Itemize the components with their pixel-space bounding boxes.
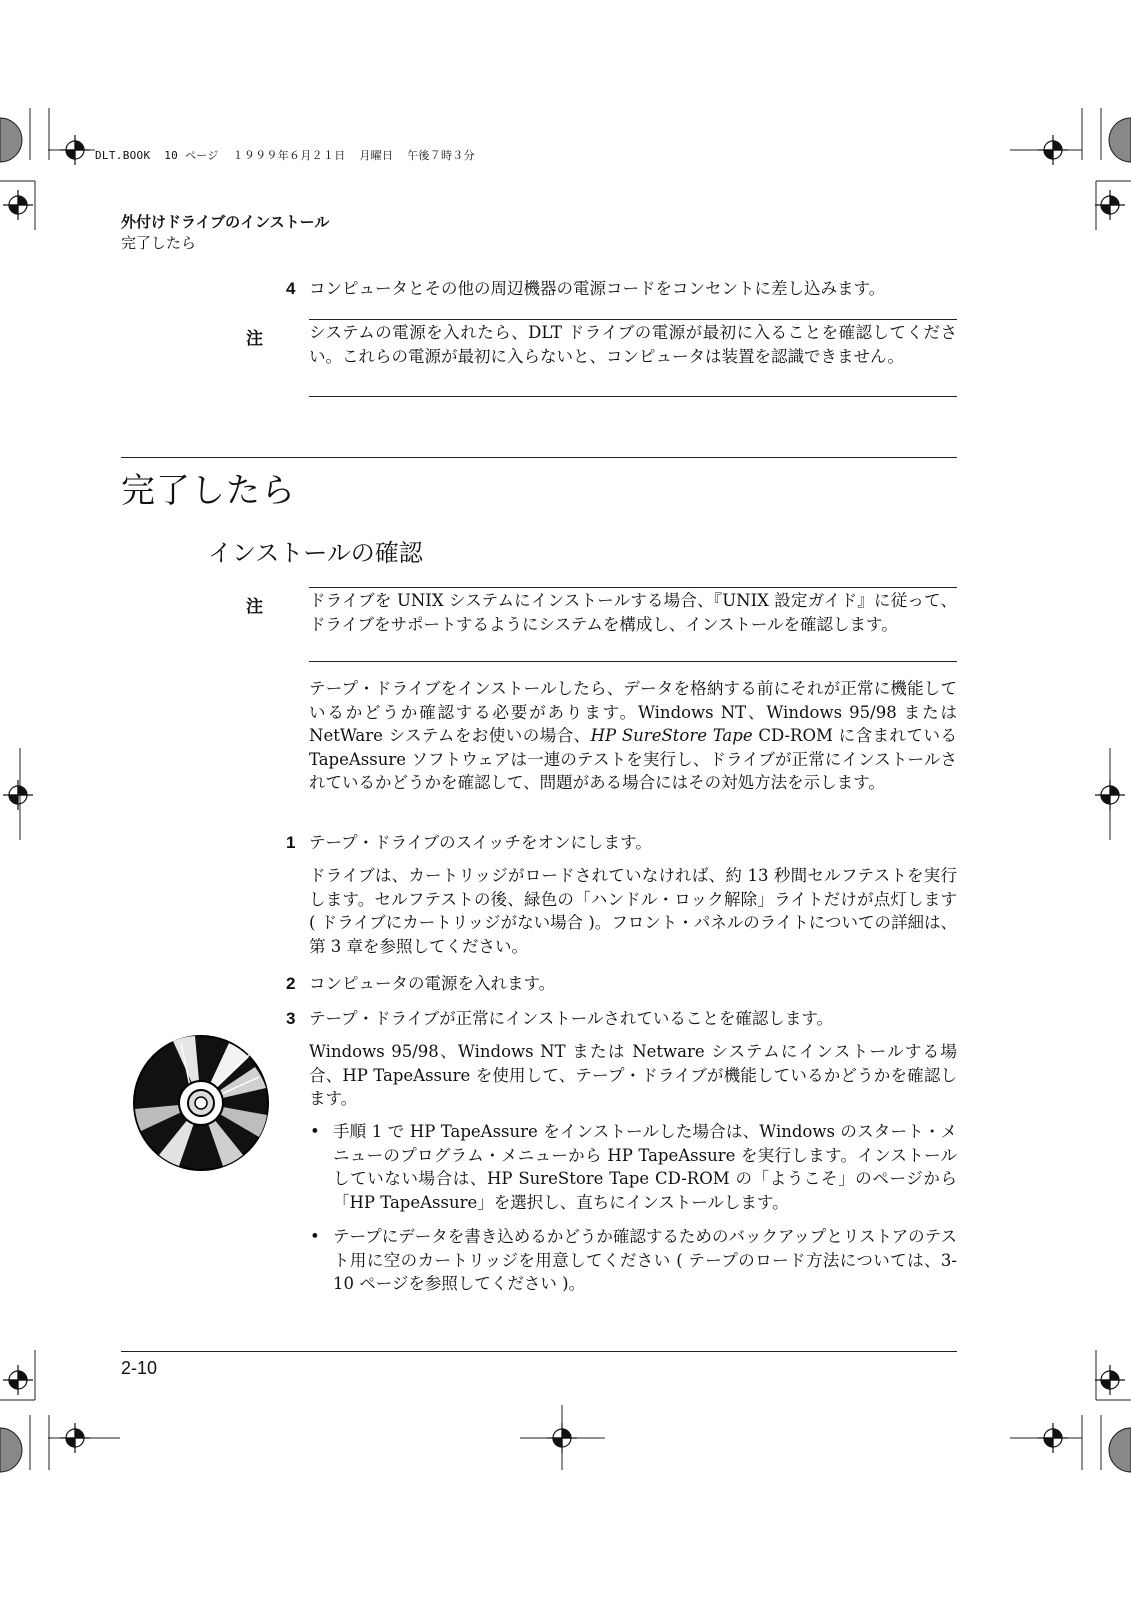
intro-text: CD-ROM に含まれている TapeAssure ソフトウェアは一連のテストを実行し、ドライブが正常にインストールされているかどうかを確認して、問題がある場合にはその対処方法を示します。: [309, 726, 957, 792]
step-number: 3: [286, 1009, 296, 1028]
cd-rom-icon: [131, 1033, 271, 1173]
step-number: 4: [286, 279, 296, 298]
step-number: 2: [286, 974, 296, 993]
note-text: ドライブを UNIX システムにインストールする場合、『UNIX 設定ガイド』に従って、ドライブをサポートするようにシステムを構成し、インストールを確認します。: [309, 591, 957, 634]
running-head-title: 外付けドライブのインストール: [121, 214, 330, 231]
intro-text: テープ・ドライブをインストールしたら、データを格納する前にそれが正常に機能しているかどうか確認する必要があります。Windows NT、Windows 95/98 または NetWare システムをお使いの場合、: [309, 679, 957, 745]
step-text: テープ・ドライブが正常にインストールされていることを確認します。: [309, 1009, 834, 1028]
step-text: コンピュータとその他の周辺機器の電源コードをコンセントに差し込みます。: [309, 279, 886, 298]
section-rule: [121, 457, 957, 458]
running-head-subtitle: 完了したら: [121, 235, 197, 252]
note-rule-top: [309, 587, 957, 588]
note-rule-top: [309, 319, 957, 320]
product-name: HP SureStore Tape: [590, 726, 753, 745]
note-label: 注: [246, 597, 263, 617]
note-rule-bottom: [309, 396, 957, 397]
note-label: 注: [246, 329, 263, 349]
intro-paragraph: [309, 677, 957, 795]
step-text: テープ・ドライブのスイッチをオンにします。: [309, 833, 652, 852]
bullet-symbol: •: [310, 1227, 320, 1246]
bullet-symbol: •: [310, 1122, 320, 1141]
step-number: 1: [286, 833, 296, 852]
footer-rule: [121, 1351, 957, 1352]
note-text: システムの電源を入れたら、DLT ドライブの電源が最初に入ることを確認してください。これらの電源が最初に入らないと、コンピュータは装置を認識できません。: [309, 323, 957, 366]
step-detail: Windows 95/98、Windows NT または Netware システムにインストールする場合、HP TapeAssure を使用して、テープ・ドライブが機能しているかどうかを確認します。: [309, 1042, 957, 1108]
print-header: DLT.BOOK 10 ページ １９９９年６月２１日 月曜日 午後７時３分: [95, 149, 475, 162]
step-detail: ドライブは、カートリッジがロードされていなければ、約 13 秒間セルフテストを実行します。セルフテストの後、緑色の「ハンドル・ロック解除」ライトだけが点灯します ( ドライブにカートリッジがない場合 )。フロント・パネルのライトについての詳細は、第 3 章を参照してください。: [309, 866, 957, 956]
page-number: 2-10: [121, 1358, 158, 1378]
step-text: コンピュータの電源を入れます。: [309, 974, 556, 993]
section-title: 完了したら: [121, 472, 296, 510]
bullet-item: 手順 1 で HP TapeAssure をインストールした場合は、Windows のスタート・メニューのプログラム・メニューから HP TapeAssure を実行します。インストールしていない場合は、HP SureStore Tape CD-ROM の「ようこそ」のページから「HP TapeAssure」を選択し、直ちにインストールします。: [333, 1122, 957, 1212]
subsection-title: インストールの確認: [208, 540, 423, 567]
note-rule-bottom: [309, 661, 957, 662]
bullet-item: テープにデータを書き込めるかどうか確認するためのバックアップとリストアのテスト用に空のカートリッジを用意してください ( テープのロード方法については、3-10 ページを参照してください )。: [333, 1227, 957, 1293]
